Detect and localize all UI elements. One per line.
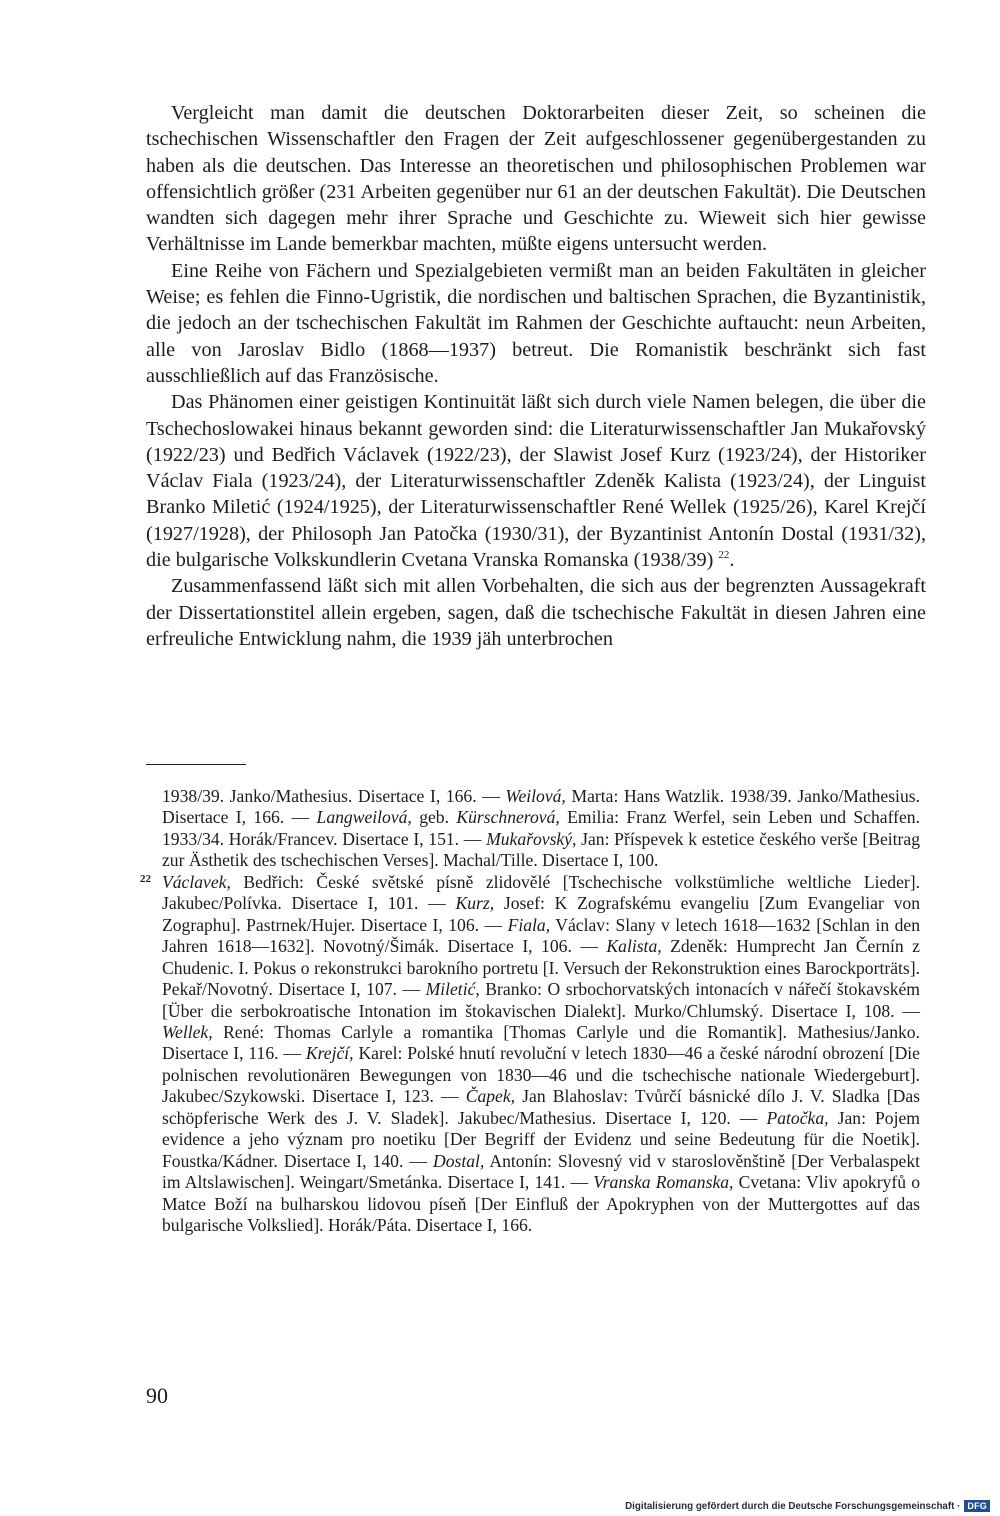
footnote-text: Josef: K Zografskému evangeliu [Zum Evangeliar von Zographu]. Pastrnek/Hujer. Disertace I, 106. — bbox=[162, 893, 920, 935]
footnote-author: Weilová, bbox=[505, 786, 566, 806]
footnote-separator bbox=[146, 764, 246, 765]
footnote-author: Mukařovský, bbox=[486, 828, 577, 849]
paragraph-3-text: Das Phänomen einer geistigen Kontinuität läßt sich durch viele Namen belegen, die über die Tschechoslowakei hinaus bekannt geworden sind: die Literaturwissenschaftler Jan Mukařovský (1922/23) und Bedřich Václavek (1922/23), der Slawist Josef Kurz (1923/24), der Historiker Václav Fiala (1923/24), der Literaturwissenschaftler Zdeněk Kalista (1923/24), der Linguist Branko Miletić (1924/1925), der Literaturwissenschaftler René Wellek (1925/26), Karel Krejčí (1927/1928), der Philosoph Jan Patočka (1930/31), der Byzantinist Antonín Dostal (1931/32), die bulgarische Volkskundlerin Cvetana Vranska Romanska (1938/39) bbox=[146, 391, 926, 572]
footnotes bbox=[140, 786, 920, 1237]
footnote-text: geb. bbox=[411, 807, 457, 828]
footnote-text: Branko: O srbochorvatských intonacích v nářečí štokavském [Über die serbokroatische Intonation im štokavischen Dialekt]. Murko/Chlumský. Disertace I, 108. — bbox=[162, 979, 920, 1021]
footnote-number: 22 bbox=[140, 872, 151, 885]
dfg-logo-icon: DFG bbox=[964, 1500, 990, 1512]
footnote-text: Jan: Příspevek k estetice českého verše [Beitrag zur Ästhetik des tschechischen Verses]. Machal/Tille. Disertace I, 100. bbox=[162, 828, 921, 871]
footnote-text: Václav: Slany v letech 1618—1632 [Schlan in den Jahren 1618—1632]. Novotný/Šimák. Disertace I, 106. — bbox=[162, 914, 921, 957]
footnote-author: Dostal, bbox=[433, 1150, 485, 1171]
footnote-text: Zdeněk: Humprecht Jan Černín z Chudenic. I. Pokus o rekonstrukci barokního portretu [I. Versuch der Rekonstruktion eines Barockporträts]. Pekař/Novotný. Disertace I, 107. — bbox=[162, 936, 920, 1000]
footnote-reference-22: 22 bbox=[718, 549, 730, 562]
footnote-text: 1938/39. Janko/Mathesius. Disertace I, 166. — bbox=[162, 786, 506, 806]
footnote-author: Václavek, bbox=[162, 871, 231, 892]
digitization-footer bbox=[625, 1499, 990, 1513]
footnote-author: Kürschnerová, bbox=[456, 807, 560, 828]
footnote-text: Cvetana: Vliv apokryfů o Matce Boží na bulharskou lidovou píseň [Der Einfluß der Apokryphen von der Muttergottes auf das bulgarische Volkslied]. Horák/Páta. Disertace I, 166. bbox=[162, 1172, 920, 1236]
footnote-22 bbox=[140, 872, 920, 1237]
footnote-text: René: Thomas Carlyle a romantika [Thomas Carlyle und die Romantik]. Mathesius/Janko. Disertace I, 116. — bbox=[162, 1021, 920, 1064]
paragraph-3-end: . bbox=[729, 549, 735, 572]
footnote-21-continued bbox=[140, 786, 920, 872]
footnote-text: Antonín: Slovesný vid v staroslověnštině [Der Verbalaspekt im Altslawischen]. Weingart/Smetánka. Disertace I, 141. — bbox=[162, 1150, 921, 1193]
main-text bbox=[146, 100, 926, 652]
footnote-author: Krejčí, bbox=[305, 1043, 354, 1064]
footnote-text: Marta: Hans Watzlik. 1938/39. Janko/Mathesius. Disertace I, 166. — bbox=[162, 786, 920, 828]
footnote-text: Jan Blahoslav: Tvůrčí básnické dílo J. V. Sladka [Das schöpferische Werk des J. V. Sladek]. Jakubec/Mathesius. Disertace I, 120. — bbox=[162, 1086, 920, 1128]
paragraph-1: Vergleicht man damit die deutschen Doktorarbeiten dieser Zeit, so scheinen die tschechischen Wissenschaftler den Fragen der Zeit aufgeschlossener gegenübergestanden zu haben als die deutschen. Das Interesse an theoretischen und philosophischen Problemen war offensichtlich größer (231 Arbeiten gegenüber nur 61 an der deutschen Fakultät). Die Deutschen wandten sich dagegen mehr ihrer Sprache und Geschichte zu. Wieweit sich hier gewisse Verhältnisse im Lande bemerkbar machten, müßte eigens untersucht werden. bbox=[146, 102, 926, 256]
footnote-author: Fiala, bbox=[507, 914, 551, 935]
footer-text: Digitalisierung gefördert durch die Deutsche Forschungsgemeinschaft · bbox=[625, 1500, 961, 1512]
footnote-text: Jan: Pojem evidence a jeho význam pro noetiku [Der Begriff der Evidenz und seine Bedeutung für die Noetik]. Foustka/Kádner. Disertace I, 140. — bbox=[162, 1107, 920, 1171]
footnote-author: Miletić, bbox=[425, 979, 480, 1000]
footnote-text: Emilia: Franz Werfel, sein Leben und Schaffen. 1933/34. Horák/Francev. Disertace I, 151. — bbox=[162, 807, 920, 849]
footnote-text: Karel: Polské hnutí revoluční v letech 1830—46 a české národní obrození [Die polnischen revolutionären Bewegungen von 1830—46 und die tschechische nationale Wiedergeburt]. Jakubec/Szykowski. Disertace I, 123. — bbox=[162, 1043, 920, 1107]
paragraph-2: Eine Reihe von Fächern und Spezialgebieten vermißt man an beiden Fakultäten in gleicher Weise; es fehlen die Finno-Ugristik, die nordischen und baltischen Sprachen, die Byzantinistik, die jedoch an der tschechischen Fakultät im Rahmen der Geschichte auftaucht: neun Arbeiten, alle von Jaroslav Bidlo (1868—1937) betreut. Die Romanistik beschränkt sich fast ausschließlich auf das Französische. bbox=[146, 259, 926, 387]
footnote-author: Wellek, bbox=[162, 1021, 213, 1042]
paragraph-4: Zusammenfassend läßt sich mit allen Vorbehalten, die sich aus der begrenzten Aussagekraft der Dissertationstitel allein ergeben, sagen, daß die tschechische Fakultät in diesen Jahren eine erfreuliche Entwicklung nahm, die 1939 jäh unterbrochen bbox=[146, 575, 926, 650]
footnote-author: Kurz, bbox=[455, 893, 495, 914]
footnote-author: Čapek, bbox=[465, 1086, 516, 1107]
paragraph-3 bbox=[146, 389, 926, 573]
footnote-text: Bedřich: České světské písně zlidovělé [Tschechische volkstümliche weltliche Lieder]. Jakubec/Polívka. Disertace I, 101. — bbox=[162, 871, 920, 914]
footnote-author: Vranska Romanska, bbox=[593, 1172, 734, 1193]
footnote-author: Langweilová, bbox=[316, 807, 412, 828]
footnote-author: Kalista, bbox=[606, 936, 662, 957]
page-number: 90 bbox=[146, 1383, 168, 1408]
footnote-author: Patočka, bbox=[766, 1107, 829, 1128]
